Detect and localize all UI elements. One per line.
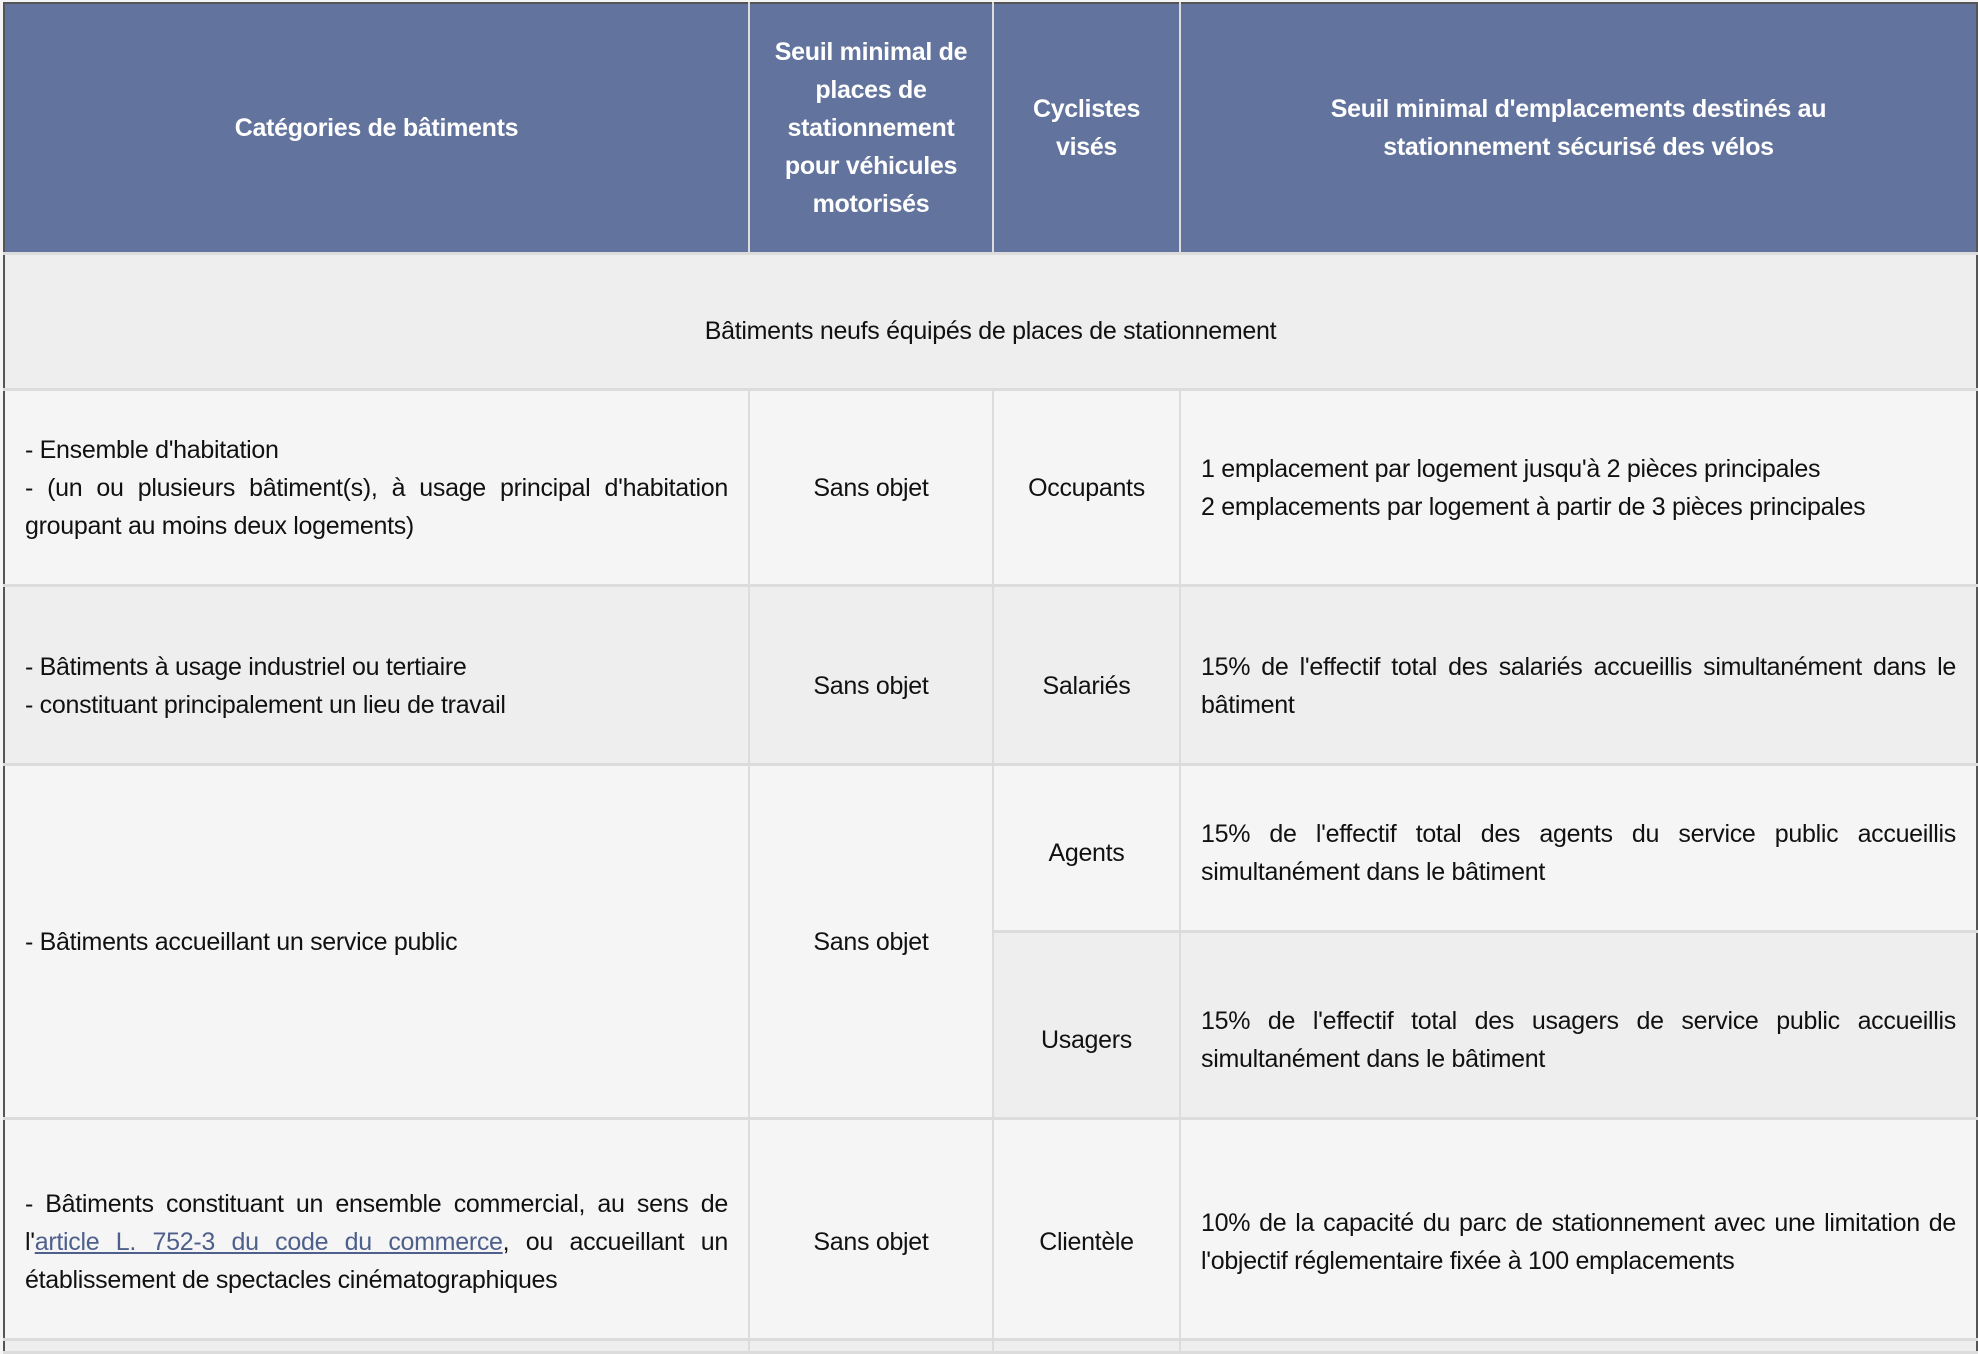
cyclists-cell-usagers: Usagers [993, 932, 1180, 1119]
cyclists-cell: Clientèle [993, 1119, 1180, 1340]
category-line: - Ensemble d'habitation [25, 435, 279, 464]
partial-cell [993, 1340, 1180, 1353]
section-row [4, 254, 1977, 390]
category-cell [4, 1119, 749, 1340]
requirement-line: 1 emplacement par logement jusqu'à 2 pièces principales [1201, 454, 1821, 483]
requirement-cell: 15% de l'effectif total des salariés accueillis simultanément dans le bâtiment [1180, 586, 1977, 765]
partial-cell [749, 1340, 993, 1353]
requirement-cell-agents: 15% de l'effectif total des agents du service public accueillis simultanément dans le bâtiment [1180, 765, 1977, 932]
table-row-habitation [4, 390, 1977, 586]
category-text: - Bâtiments constituant un ensemble commercial, au sens de l' [25, 1190, 728, 1256]
cyclists-cell: Salariés [993, 586, 1180, 765]
category-cell: - Bâtiments accueillant un service public [4, 765, 749, 1119]
category-line: - Bâtiments à usage industriel ou tertiaire [25, 653, 467, 681]
threshold-cell: Sans objet [749, 390, 993, 586]
table-row-partial [4, 1340, 1977, 1353]
header-bike-parking-threshold: Seuil minimal d'emplacements destinés au stationnement sécurisé des vélos [1180, 3, 1977, 254]
table-header-row [4, 3, 1977, 254]
cyclists-cell: Occupants [993, 390, 1180, 586]
threshold-cell: Sans objet [749, 1119, 993, 1340]
bicycle-parking-table [3, 2, 1978, 1354]
partial-cell [4, 1340, 749, 1353]
category-cell [4, 390, 749, 586]
category-line: - constituant principalement un lieu de travail [25, 691, 506, 719]
category-text: , ou accueillant un établissement de spectacles cinématographiques [25, 1228, 729, 1294]
table-row-industriel [4, 586, 1977, 765]
threshold-cell: Sans objet [749, 586, 993, 765]
requirement-line: 2 emplacements par logement à partir de 3 pièces principales [1201, 492, 1866, 521]
header-targeted-cyclists: Cyclistes visés [993, 3, 1180, 254]
category-cell [4, 586, 749, 765]
threshold-cell: Sans objet [749, 765, 993, 1119]
table-row-service-public-agents [4, 765, 1977, 932]
requirement-cell-usagers: 15% de l'effectif total des usagers de service public accueillis simultanément dans le bâtiment [1180, 932, 1977, 1119]
section-title: Bâtiments neufs équipés de places de stationnement [4, 254, 1977, 390]
partial-cell [1180, 1340, 1977, 1353]
article-link[interactable]: article L. 752-3 du code du commerce [34, 1228, 503, 1256]
cyclists-cell-agents: Agents [993, 765, 1180, 932]
table-row-commercial [4, 1119, 1977, 1340]
header-vehicle-parking-threshold: Seuil minimal de places de stationnement pour véhicules motorisés [749, 3, 993, 254]
requirement-cell: 10% de la capacité du parc de stationnement avec une limitation de l'objectif réglementaire fixée à 100 emplacements [1180, 1119, 1977, 1340]
header-building-categories: Catégories de bâtiments [4, 3, 749, 254]
requirement-cell [1180, 390, 1977, 586]
category-line: - (un ou plusieurs bâtiment(s), à usage principal d'habitation groupant au moins deux logements) [25, 473, 728, 540]
